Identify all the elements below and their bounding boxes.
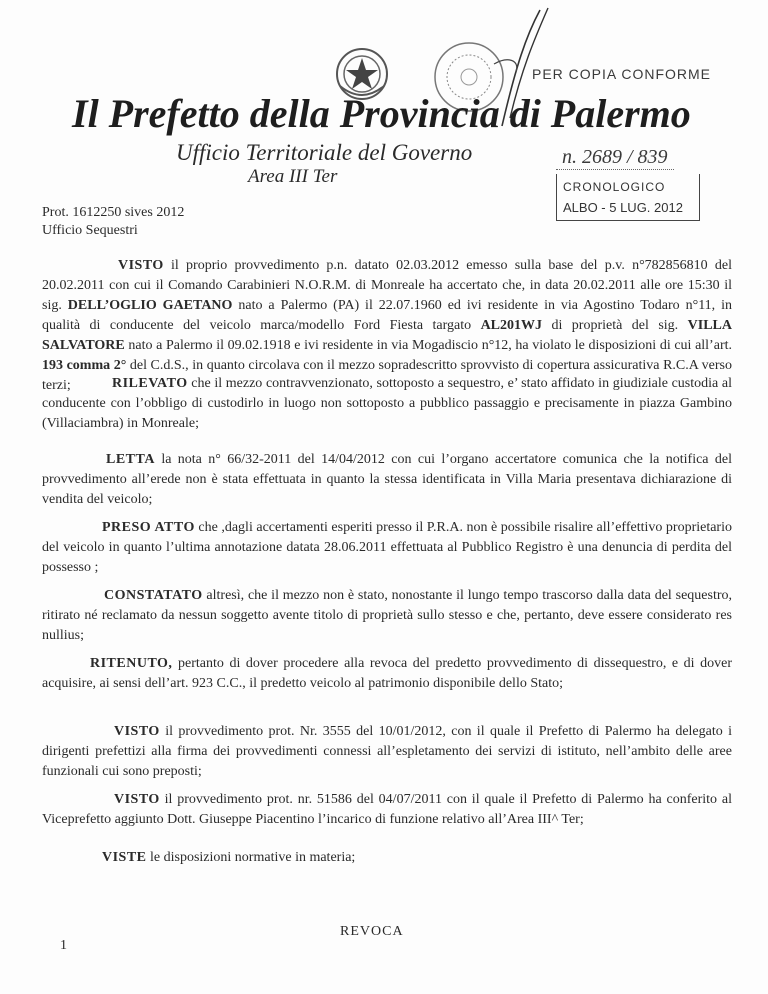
paragraph-text: pertanto di dover procedere alla revoca del predetto provvedimento di dissequestro, e di dover acquisire, ai sensi dell’art. 923 C.C., il predetto veicolo al patrimonio disponibile dello Stato; bbox=[42, 656, 732, 691]
paragraph-text: che il mezzo contravvenzionato, sottoposto a sequestro, e’ stato affidato in giudiziale custodia al conducente con l’obbligo di custodirlo in luogo non sottoposto a pubblico passaggio e precisamente in piazza Gambino (Villaciambra) in Monreale; bbox=[42, 376, 732, 431]
albo-stamp-date: ALBO - 5 LUG. 2012 bbox=[563, 200, 683, 215]
office-subtitle: Ufficio Territoriale del Governo bbox=[176, 140, 473, 165]
paragraph-text: di proprietà del sig. bbox=[542, 318, 688, 333]
paragraph-keyword: CONSTATATO bbox=[104, 588, 203, 603]
body-paragraph bbox=[42, 374, 732, 434]
albo-stamp-label: CRONOLOGICO bbox=[563, 180, 666, 194]
revoca-heading: REVOCA bbox=[340, 924, 404, 939]
bold-text: 193 comma 2° bbox=[42, 358, 127, 373]
paragraph-text: nato a Palermo il 09.02.1918 e ivi residente in via Mogadiscio n°12, ha violato le disposizioni di cui all’art. bbox=[124, 338, 732, 353]
body-paragraph bbox=[42, 518, 732, 578]
paragraph-text: del C.d.S., in quanto circolava con il mezzo sopradescritto sprovvisto di copertura assicurativa R.C.A verso terzi; bbox=[42, 358, 733, 393]
paragraph-keyword: VISTO bbox=[114, 724, 160, 739]
handwritten-register-number: n. 2689 / 839 bbox=[556, 146, 674, 170]
paragraph-text: il provvedimento prot. nr. 51586 del 04/07/2011 con il quale il Prefetto di Palermo ha conferito al Viceprefetto aggiunto Dott. Giuseppe Piacentino l’incarico di funzione relativo all’Area III^ Ter; bbox=[42, 792, 732, 827]
body-paragraph bbox=[42, 848, 732, 868]
protocol-block bbox=[42, 204, 184, 240]
paragraph-text: le disposizioni normative in materia; bbox=[146, 850, 356, 865]
bold-text: VILLA SALVATORE bbox=[42, 318, 732, 353]
page-number: 1 bbox=[60, 938, 67, 953]
copy-conforme-stamp: PER COPIA CONFORME bbox=[532, 66, 712, 82]
paragraph-text: che ,dagli accertamenti esperiti presso il P.R.A. non è possibile risalire all’effettivo proprietario del veicolo in quanto l’ultima annotazione datata 28.06.2011 effettuata al Pubblico Registro è una denuncia di perdita del possesso ; bbox=[42, 520, 732, 575]
paragraph-text: nato a Palermo (PA) il 22.07.1960 ed ivi residente in via Agostino Todaro n°11, in qualità di conducente del veicolo marca/modello Ford Fiesta targato bbox=[42, 298, 733, 333]
paragraph-keyword: VISTO bbox=[118, 258, 164, 273]
bold-text: DELL’OGLIO GAETANO bbox=[67, 298, 233, 313]
paragraph-keyword: RILEVATO bbox=[112, 376, 188, 391]
office-name: Ufficio Sequestri bbox=[42, 223, 138, 238]
body-paragraph bbox=[42, 722, 732, 782]
body-paragraph bbox=[42, 586, 732, 646]
paragraph-keyword: LETTA bbox=[106, 452, 155, 467]
paragraph-text: il provvedimento prot. Nr. 3555 del 10/01/2012, con il quale il Prefetto di Palermo ha delegato i dirigenti prefettizi alla firma dei provvedimenti connessi all’espletamento dei servizi di istituto, nell’ambito delle aree funzionali cui sono preposti; bbox=[42, 724, 732, 779]
paragraph-keyword: RITENUTO, bbox=[90, 656, 173, 671]
protocol-number: Prot. 1612250 sives 2012 bbox=[42, 205, 185, 220]
paragraph-text: la nota n° 66/32-2011 del 14/04/2012 con cui l’organo accertatore comunica che la notifica del provvedimento all’erede non è stata effettuata in quanto la stessa identificata in Villa Maria presentava dichiarazione di vendita del veicolo; bbox=[42, 452, 732, 507]
paragraph-keyword: VISTE bbox=[102, 850, 147, 865]
body-paragraph bbox=[42, 654, 732, 694]
document-title: Il Prefetto della Provincia di Palermo bbox=[72, 91, 691, 136]
paragraph-text: altresì, che il mezzo non è stato, nonostante il lungo tempo trascorso dalla data del sequestro, ritirato né reclamato da nessun soggetto avente titolo di proprietà sullo stesso e che, pertanto, deve essere considerato res nullius; bbox=[42, 588, 732, 643]
paragraph-keyword: PRESO ATTO bbox=[102, 520, 195, 535]
paragraph-text: il proprio provvedimento p.n. datato 02.03.2012 emesso sulla base del p.v. n°782856810 del 20.02.2011 con cui il Comando Carabinieri N.O.R.M. di Monreale ha accertato che, in data 20.02.2011 alle ore 15:30 il sig. bbox=[42, 258, 732, 313]
albo-stamp bbox=[556, 174, 700, 221]
bold-text: AL201WJ bbox=[480, 318, 543, 333]
paragraph-keyword: VISTO bbox=[114, 792, 160, 807]
body-paragraph bbox=[42, 450, 732, 510]
body-paragraph bbox=[42, 790, 732, 830]
area-label: Area III Ter bbox=[248, 166, 338, 187]
